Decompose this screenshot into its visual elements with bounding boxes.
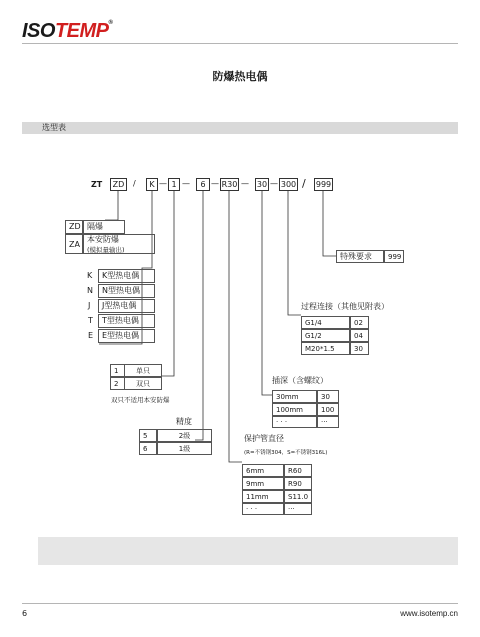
sheath-code-3: ··· [284, 503, 312, 515]
connection-spec-1: G1/2 [301, 329, 350, 342]
section-bar [22, 122, 458, 134]
type-code-j: J [88, 301, 91, 310]
sheath-size-3: · · · [242, 503, 284, 515]
special-code: 999 [384, 250, 404, 263]
code-sheath: R30 [221, 180, 238, 189]
code-prefix: ZT [91, 180, 103, 189]
page-title: 防爆热电偶 [212, 70, 268, 83]
count-code-1: 1 [110, 364, 124, 377]
accuracy-title: 精度 [176, 417, 192, 426]
sheath-code-0: R60 [284, 464, 312, 477]
depth-code-0: 30 [317, 390, 339, 403]
sheath-size-1: 9mm [242, 477, 284, 490]
type-code-e: E [88, 331, 94, 340]
line-connection [288, 189, 301, 315]
website-link[interactable]: www.isotemp.cn [400, 609, 458, 618]
code-sep-2: — [159, 179, 167, 188]
sheath-size-2: 11mm [242, 490, 284, 503]
line-count [162, 189, 174, 376]
type-label-e: E型热电偶 [98, 329, 155, 343]
explosion-label-za-note: (模拟量输出) [87, 246, 125, 254]
logo-registered: ® [108, 20, 113, 26]
code-sep-1: / [133, 179, 136, 188]
sheath-code-2: S11.0 [284, 490, 312, 503]
explosion-code-zd: ZD [65, 220, 83, 234]
page-number: 6 [22, 609, 28, 618]
code-count: 1 [168, 178, 180, 191]
logo-temp: TEMP [54, 20, 109, 42]
sheath-size-0: 6mm [242, 464, 284, 477]
special-label: 特殊要求 [336, 250, 384, 263]
connection-spec-2: M20*1.5 [301, 342, 350, 355]
code-sep-6: — [270, 179, 278, 188]
code-sep-7: / [302, 177, 306, 190]
depth-size-1: 100mm [272, 403, 317, 416]
depth-code-1: 100 [317, 403, 339, 416]
sheath-note: (R=不锈钢304，S=不锈钢316L) [244, 450, 328, 456]
type-label-j: J型热电偶 [98, 299, 155, 313]
count-note: 双只不适用本安防爆 [111, 396, 170, 404]
count-code-2: 2 [110, 377, 124, 390]
depth-code-2: ··· [317, 416, 339, 428]
brand-logo [22, 20, 112, 43]
depth-size-2: · · · [272, 416, 317, 428]
type-label-k: K型热电偶 [98, 269, 155, 283]
accuracy-label-6: 1级 [157, 442, 212, 455]
type-code-n: N [87, 286, 93, 295]
code-sep-3: — [182, 179, 190, 188]
line-explosion [105, 189, 118, 220]
footer-divider [22, 603, 458, 604]
section-label: 选型表 [42, 123, 66, 132]
explosion-label-za-main: 本安防爆 [87, 235, 119, 244]
code-accuracy: 6 [196, 178, 210, 191]
code-connection: 300 [280, 180, 297, 189]
note-box [38, 537, 458, 565]
type-label-n: N型热电偶 [98, 284, 155, 298]
sheath-title: 保护管直径 [244, 434, 284, 443]
code-type: K [146, 178, 158, 191]
code-special: 999 [315, 180, 332, 189]
line-special [323, 189, 336, 256]
code-depth: 30 [256, 180, 268, 189]
type-code-t: T [88, 316, 93, 325]
connection-title: 过程连接（其他见附表） [301, 302, 389, 311]
code-sep-5: — [241, 179, 249, 188]
line-accuracy [195, 189, 203, 440]
type-label-t: T型热电偶 [98, 314, 155, 328]
sheath-code-1: R90 [284, 477, 312, 490]
count-label-1: 单只 [124, 364, 162, 377]
explosion-label-zd: 隔爆 [83, 220, 125, 234]
connection-code-2: 30 [350, 342, 369, 355]
code-sep-4: — [211, 179, 219, 188]
accuracy-code-6: 6 [139, 442, 157, 455]
line-sheath [229, 189, 242, 462]
accuracy-code-5: 5 [139, 429, 157, 442]
depth-title: 插深（含螺纹） [272, 376, 328, 385]
header-divider [22, 43, 458, 44]
code-explosion: ZD [110, 178, 127, 191]
count-label-2: 双只 [124, 377, 162, 390]
type-code-k: K [87, 271, 93, 280]
connection-spec-0: G1/4 [301, 316, 350, 329]
connection-code-0: 02 [350, 316, 369, 329]
connection-code-1: 04 [350, 329, 369, 342]
depth-size-0: 30mm [272, 390, 317, 403]
accuracy-label-5: 2级 [157, 429, 212, 442]
line-depth [262, 189, 272, 395]
explosion-label-za [83, 234, 155, 254]
logo-iso: ISO [22, 20, 55, 42]
explosion-code-za: ZA [65, 234, 83, 254]
